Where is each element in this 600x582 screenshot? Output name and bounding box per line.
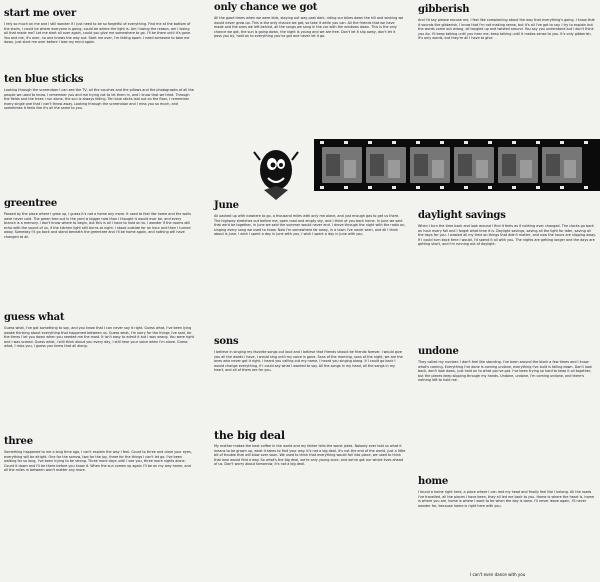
film-frame — [454, 147, 494, 183]
section-three — [4, 436, 194, 570]
section-lyrics: I rely so much on me and I still wander if I just need to be so forgetful of everything. Find me at the bottom of the stairs, I could be where everyone is going, could be where the light is. Am I losing the reason, am I losing all that made me? Let me start all over again, could you give me somewhere to go. I'll be there until it's gone. You and me, it's over, no one knows the way out. Start me over, I'm falling apart. I need someone to take me down, just start me over before I lose my mind again. — [4, 22, 192, 45]
section-title: ten blue sticks — [4, 74, 84, 85]
section-title: June — [214, 200, 239, 211]
section-title: undone — [418, 346, 459, 357]
section-title: the big deal — [214, 429, 285, 442]
film-frame — [322, 147, 362, 183]
film-strip-photo — [314, 139, 600, 191]
section-lyrics: I believe in singing my favorite songs out loud and I believe that friends should be friends forever. I would give you all the words I have, I would sing until my voice is gone. Sons of the morning, sons of the night, we are the ones who never got it right. I heard you calling out my name, I heard you singing along. If I could go back I would change everything, if I could say what I wanted to say. All the songs in my head, all the songs in my heart, and all of them are for you. — [214, 350, 403, 373]
section-lyrics: Passed by the place where I grew up, I guess it's not a home any more. It used to feel like home and the walls were never cold. The green tree out in the yard is bigger now than I thought it would ever be, and every branch is a memory. I don't know where to begin, but this is all I have to hold on to. I wonder if the rooms still echo with the sound of us, if the kitchen light still burns at night. I stood outside for an hour and then I turned away. Someday I'll go back and stand beneath the greentree and I'll be home again, and nothing will have changed at all. — [4, 212, 191, 239]
section-lyrics: They called my number. I don't feel like standing. I've been around the block a few times and I know what's coming. Everything I've done is coming undone, everything I've built is falling down. Don't look back, don't look down, just hold on to what you've got. I've been trying so hard to keep it all together, but the pieces keep slipping through my hands. Undone, undone, I'm coming undone, and there's nothing left to hold me. — [418, 360, 592, 383]
section-undone — [418, 346, 596, 452]
section-lyrics: When I turn the time back and look around I find it feels as if nothing ever changed. The clocks go back an hour every fall and I forget what time it is. Daylight savings, saving all the light for later, saving all the days for you. I wasted all my time on things that didn't matter, and now the hours are slipping away. If I could turn back time I would, I'd spend it all with you. The nights are getting longer and the days are getting short, and I'm running out of daylight. — [418, 224, 596, 247]
section-title: only chance we got — [214, 2, 318, 13]
section-lyrics: All packed up with nowhere to go, a thousand miles with only me alone, and just enough gas to get us there. The highway stretches out before me, open road and empty sky, and I think of you back home. In June we said that we'd be together, in June we said the summer would never end. I drove through the night with the radio on, singing every song we used to know. Now I'm somewhere far away, in a town I've never seen, and all I think about is June. I wish I spent a day in June with you, I wish I spent a day in June with you. — [214, 214, 406, 237]
section-title: sons — [214, 336, 239, 347]
section-lyrics: Something happened to me a long time ago, I can't explain the way I feel. Count to three and close your eyes, everything will be alright. One for the sorrow, two for the joy, three for the things I can't let go. I've been waiting for so long, I've been trying to be strong. Three more days until I see you, three more nights alone. Count it down and I'll be there before you know it. When the sun comes up again I'll be on my way home, and all the miles in between won't matter any more. — [4, 450, 192, 473]
section-lyrics: And I'd say please excuse me, I feel like complaining about the way that everything's going. I know that it sounds like gibberish, I know that I'm not making sense, but it's all I've got to say. I try to explain but the words come out wrong, all tangled up and twisted around. You say you understand but I don't think you do. I'll keep talking until you hear me, keep talking until it makes sense to you. It's only gibberish, it's only words, but they're all I have to give. — [418, 18, 595, 41]
section-lyrics: All the good times when we were kids, staying out way past dark, riding our bikes down the hill and wishing we would never grow up. This is the only chance we got, so take it while you can. All the friends that we have made and the ones we left behind, all the songs we sang in the car with the windows down. This is the only chance we got, the sun is going down, the night is young and we are free. Don't let it slip away, don't let it pass you by, hold on to everything you've got and never let it go. — [214, 16, 404, 39]
film-frame — [498, 147, 538, 183]
section-home — [418, 476, 596, 580]
section-title: guess what — [4, 312, 65, 323]
section-greentree — [4, 198, 194, 304]
section-title: daylight savings — [418, 210, 506, 221]
section-start-me-over — [4, 8, 194, 80]
section-title: gibberish — [418, 4, 470, 15]
closing-line: I can't even dance with you — [470, 572, 526, 577]
section-title: greentree — [4, 198, 58, 209]
section-daylight-savings — [418, 210, 596, 330]
section-lyrics: I found a home right here, a place where I can rest my head and finally feel like I belong. All the roads I've travelled, all the places I have been, they all led me back to you. Home is where the heart is, home is where you are, home is where I want to be when the day is done. I'll never leave again, I'll never wander far, because home is right here with you. — [418, 490, 595, 508]
section-guess-what — [4, 312, 194, 436]
film-frame — [366, 147, 406, 183]
section-lyrics: Looking through the screendoor I can see the TV, all the couches and the pillows and the photographs of all the people we used to know. I remember you and me trying not to let them in, and I know that we tried. Through the fields and the trees I run alone, the sun is always falling. Ten blue sticks laid out on the floor, I remember every single one that I can't throw away. Looking through the screendoor and I miss you so much, and sometimes it feels like it's all the same to you. — [4, 88, 194, 111]
section-lyrics: Guess what, I've got something to say, and you know that I can never say it right. Guess what, I've been lying awake thinking about everything that happened between us. Guess what, I'm sorry for the things I've said, for the times I let you down when you needed me the most. It isn't easy to admit it but I was wrong. You were right and I was scared. Guess what, I still think about you every day, I still hear your voice when I'm alone. Guess what, I miss you, I guess you knew that all along. — [4, 326, 194, 349]
section-only-chance-we-got — [214, 2, 404, 128]
section-the-big-deal — [214, 430, 406, 572]
section-ten-blue-sticks — [4, 74, 194, 198]
fish-emblem-icon — [246, 142, 306, 202]
section-title: start me over — [4, 8, 77, 19]
film-frame — [410, 147, 450, 183]
section-june — [214, 200, 406, 332]
section-title: three — [4, 436, 33, 447]
section-lyrics: My mother makes the best coffee in the world and my father tells the worst jokes. Nobody ever told us what it means to be grown up, what it takes to find your way. It's not a big deal, it's not the end of the world, just a little bit of trouble that will blow over soon. We used to think that everything would fall into place, we used to think that love would find a way. So what's the big deal, we're only young once, and we've got our whole lives ahead of us. Don't worry about tomorrow, it's not a big deal. — [214, 444, 406, 467]
section-title: home — [418, 476, 449, 487]
section-gibberish — [418, 4, 596, 136]
section-sons — [214, 336, 406, 430]
film-frame — [542, 147, 582, 183]
